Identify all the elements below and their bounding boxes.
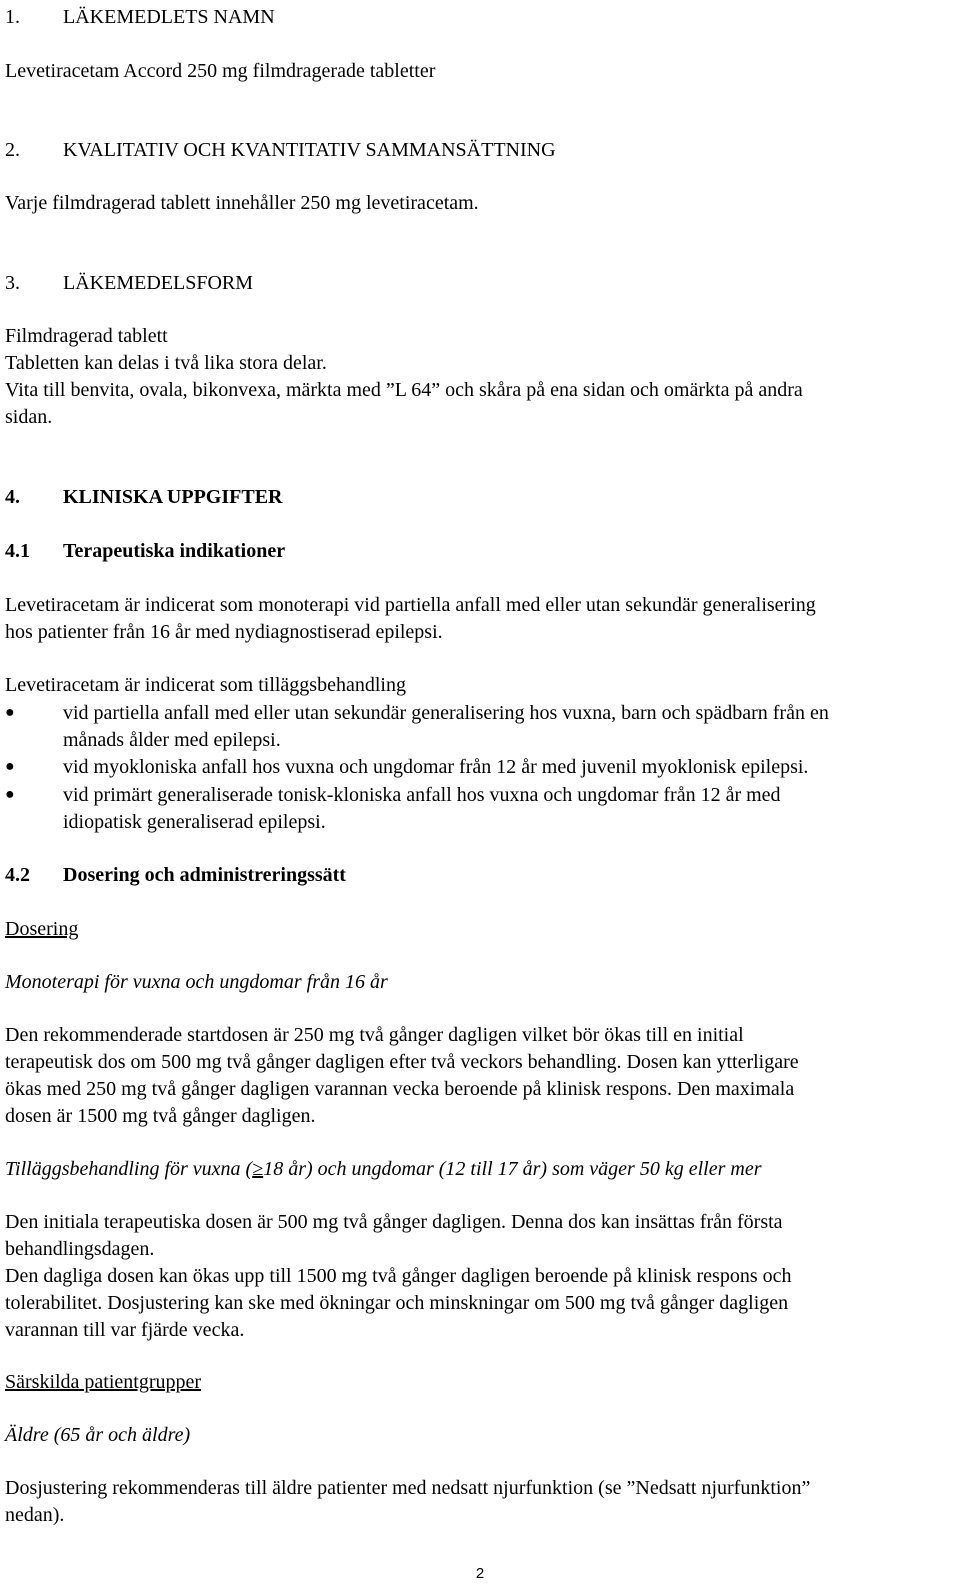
composition-text: Varje filmdragerad tablett innehåller 250 mg levetiracetam.	[5, 192, 479, 214]
indication-text: Levetiracetam är indicerat som monoterapi vid partiella anfall med eller utan sekundär generalisering	[5, 594, 816, 616]
section-title: Dosering och administreringssätt	[63, 864, 346, 886]
special-groups-heading: Särskilda patientgrupper	[5, 1371, 202, 1393]
list-item-text: vid partiella anfall med eller utan sekundär generalisering hos vuxna, barn och spädbarn från en	[63, 702, 829, 724]
indication-text: hos patienter från 16 år med nydiagnostiserad epilepsi.	[5, 621, 443, 643]
section-number: 4.	[5, 486, 20, 508]
section-title: LÄKEMEDLETS NAMN	[63, 6, 275, 28]
form-line: Tabletten kan delas i två lika stora delar.	[5, 352, 327, 374]
section-title: KLINISKA UPPGIFTER	[63, 486, 283, 508]
bullet-icon: ●	[5, 786, 15, 803]
addon-intro: Levetiracetam är indicerat som tilläggsbehandling	[5, 674, 406, 696]
monotherapy-heading: Monoterapi för vuxna och ungdomar från 16 år	[5, 971, 388, 993]
addon-text: tolerabilitet. Dosjustering kan ske med ökningar och minskningar om 500 mg två gånger dagligen	[5, 1292, 789, 1314]
addon-heading-pre: Tilläggsbehandling för vuxna (	[5, 1158, 253, 1180]
section-number: 2.	[5, 139, 20, 161]
section-2-heading	[5, 137, 556, 163]
bullet-icon: ●	[5, 758, 15, 775]
form-line: Vita till benvita, ovala, bikonvexa, märkta med ”L 64” och skåra på ena sidan och omärkta på andra	[5, 379, 803, 401]
addon-text: behandlingsdagen.	[5, 1238, 155, 1260]
section-title: Terapeutiska indikationer	[63, 540, 286, 562]
section-number: 3.	[5, 272, 20, 294]
form-line: sidan.	[5, 406, 53, 428]
monotherapy-text: terapeutisk dos om 500 mg två gånger dagligen efter två veckors behandling. Dosen kan ytterligare	[5, 1051, 799, 1073]
addon-text: Den dagliga dosen kan ökas upp till 1500 mg två gånger dagligen beroende på klinisk respons och	[5, 1265, 792, 1287]
addon-text: Den initiala terapeutiska dosen är 500 mg två gånger dagligen. Denna dos kan insättas från första	[5, 1211, 783, 1233]
list-item-text: idiopatisk generaliserad epilepsi.	[63, 811, 326, 833]
section-3-heading	[5, 270, 253, 296]
elderly-text: Dosjustering rekommenderas till äldre patienter med nedsatt njurfunktion (se ”Nedsatt njurfunktion”	[5, 1477, 811, 1499]
elderly-text: nedan).	[5, 1504, 65, 1526]
elderly-heading: Äldre (65 år och äldre)	[5, 1424, 191, 1446]
addon-text: varannan till var fjärde vecka.	[5, 1319, 245, 1341]
section-4-2-heading	[5, 862, 346, 888]
product-name: Levetiracetam Accord 250 mg filmdragerade tabletter	[5, 60, 436, 82]
dosering-heading: Dosering	[5, 918, 79, 940]
section-4-1-heading	[5, 538, 285, 564]
list-item-text: vid myokloniska anfall hos vuxna och ungdomar från 12 år med juvenil myoklonisk epilepsi.	[63, 756, 809, 778]
section-number: 4.1	[5, 540, 30, 562]
list-item-text: månads ålder med epilepsi.	[63, 729, 281, 751]
monotherapy-text: dosen är 1500 mg två gånger dagligen.	[5, 1105, 316, 1127]
addon-heading-post: 18 år) och ungdomar (12 till 17 år) som väger 50 kg eller mer	[263, 1158, 762, 1180]
list-item-text: vid primärt generaliserade tonisk-kloniska anfall hos vuxna och ungdomar från 12 år med	[63, 784, 781, 806]
section-1-heading	[5, 4, 275, 30]
page-number: 2	[475, 1565, 485, 1582]
monotherapy-text: Den rekommenderade startdosen är 250 mg två gånger dagligen vilket bör ökas till en initial	[5, 1024, 744, 1046]
bullet-icon: ●	[5, 704, 15, 721]
section-4-heading	[5, 484, 282, 510]
section-number: 4.2	[5, 864, 30, 886]
addon-heading	[5, 1156, 761, 1182]
section-title: KVALITATIV OCH KVANTITATIV SAMMANSÄTTNING	[63, 139, 556, 161]
form-line: Filmdragerad tablett	[5, 325, 168, 347]
monotherapy-text: ökas med 250 mg två gånger dagligen varannan vecka beroende på klinisk respons. Den maximala	[5, 1078, 795, 1100]
section-title: LÄKEMEDELSFORM	[63, 272, 254, 294]
section-number: 1.	[5, 6, 20, 28]
ge-symbol: ≥	[252, 1158, 264, 1180]
